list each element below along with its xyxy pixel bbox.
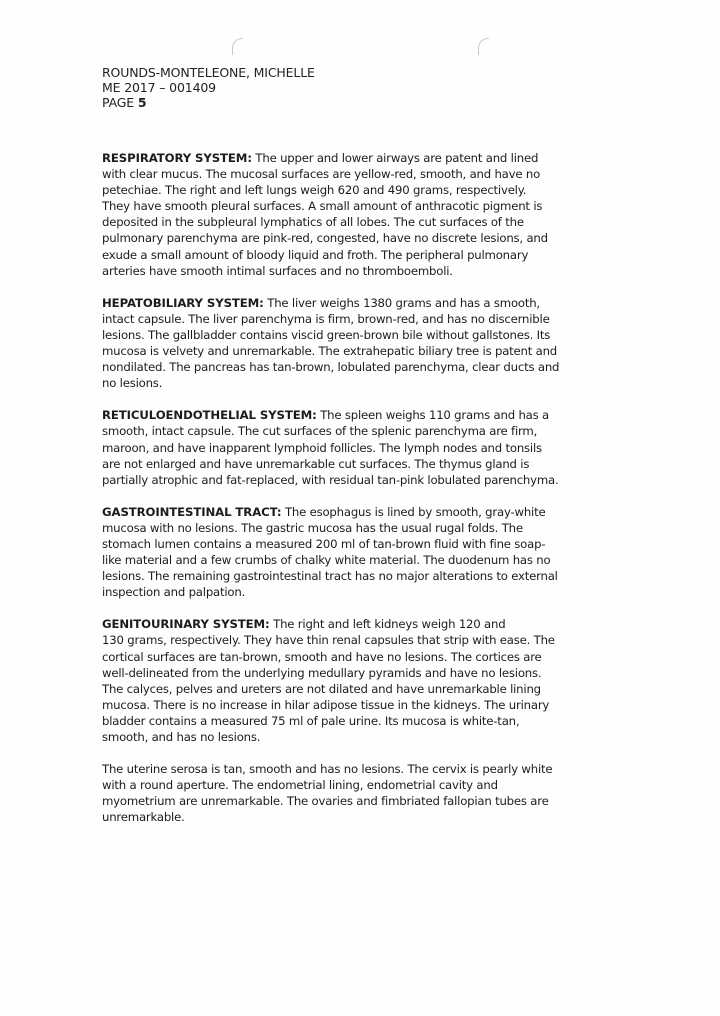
page-number: 5 [137,94,147,110]
report-section [102,504,618,601]
report-body [102,150,618,841]
section-text: The right and left kidneys weigh 120 and [269,617,506,632]
section-line [102,166,618,182]
section-text: like material and a few crumbs of chalky white material. The duodenum has no [102,553,551,568]
section-text: myometrium are unremarkable. The ovaries and fimbriated fallopian tubes are [102,794,549,809]
section-line [102,616,618,632]
section-line [102,407,618,423]
report-section [102,295,618,392]
section-text: 130 grams, respectively. They have thin renal capsules that strip with ease. The [102,633,555,648]
section-line [102,584,618,600]
section-line [102,761,618,777]
section-text: intact capsule. The liver parenchyma is firm, brown-red, and has no discernible [102,311,550,326]
section-line [102,247,618,263]
section-line [102,809,618,825]
section-heading: GENITOURINARY SYSTEM: [102,617,270,632]
section-line [102,456,618,472]
case-number: ME 2017 – 001409 [102,79,216,95]
section-text: The esophagus is lined by smooth, gray-white [281,504,546,519]
section-line [102,681,618,697]
section-text: smooth, intact capsule. The cut surfaces of the splenic parenchyma are firm, [102,424,538,439]
section-text: pulmonary parenchyma are pink-red, congested, have no discrete lesions, and [102,231,548,246]
section-text: smooth, and has no lesions. [102,730,261,744]
section-text: mucosa. There is no increase in hilar adipose tissue in the kidneys. The urinary [102,697,550,712]
report-section [102,407,618,487]
section-line [102,697,618,713]
section-line [102,713,618,729]
section-text: The spleen weighs 110 grams and has a [316,408,549,423]
section-heading: RESPIRATORY SYSTEM: [102,151,252,165]
decedent-name: ROUNDS-MONTELEONE, MICHELLE [102,65,315,80]
section-text: lesions. The gallbladder contains viscid green-brown bile without gallstones. Its [102,327,551,342]
section-line [102,777,618,793]
section-text: are not enlarged and have unremarkable cut surfaces. The thymus gland is [102,456,530,471]
section-line [102,793,618,809]
section-text: no lesions. [102,376,163,391]
section-line [102,552,618,568]
section-line [102,295,618,311]
page-header [102,66,315,110]
section-line [102,440,618,456]
section-line [102,665,618,681]
section-line [102,198,618,214]
section-text: maroon, and have inapparent lymphoid follicles. The lymph nodes and tonsils [102,440,542,455]
section-line [102,504,618,520]
section-line [102,343,618,359]
section-text: nondilated. The pancreas has tan-brown, lobulated parenchyma, clear ducts and [102,360,560,375]
section-line [102,311,618,327]
section-text: with a round aperture. The endometrial lining, endometrial cavity and [102,778,498,793]
section-heading: HEPATOBILIARY SYSTEM: [102,295,264,310]
report-section [102,150,618,279]
section-text: bladder contains a measured 75 ml of pale urine. Its mucosa is white-tan, [102,713,520,728]
section-text: inspection and palpation. [102,585,246,600]
scan-mark [232,38,243,55]
section-text: exude a small amount of bloody liquid and froth. The peripheral pulmonary [102,247,529,262]
section-line [102,375,618,391]
section-text: lesions. The remaining gastrointestinal tract has no major alterations to external [102,569,558,584]
section-text: The calyces, pelves and ureters are not dilated and have unremarkable lining [102,681,541,696]
report-section [102,616,618,745]
section-line [102,263,618,279]
section-text: The uterine serosa is tan, smooth and has no lesions. The cervix is pearly white [102,762,553,777]
section-line [102,230,618,246]
section-line [102,632,618,648]
section-text: The liver weighs 1380 grams and has a smooth, [263,295,540,310]
section-text: stomach lumen contains a measured 200 ml of tan-brown fluid with fine soap- [102,536,546,551]
report-section [102,761,618,825]
section-line [102,214,618,230]
section-text: The upper and lower airways are patent and lined [251,151,539,165]
section-line [102,423,618,439]
section-line [102,150,618,166]
section-heading: GASTROINTESTINAL TRACT: [102,504,282,519]
section-text: well-delineated from the underlying medullary pyramids and have no lesions. [102,665,542,680]
section-line [102,520,618,536]
section-line [102,729,618,745]
section-text: with clear mucus. The mucosal surfaces are yellow-red, smooth, and have no [102,167,541,182]
section-text: mucosa is velvety and unremarkable. The extrahepatic biliary tree is patent and [102,344,558,359]
section-text: mucosa with no lesions. The gastric mucosa has the usual rugal folds. The [102,520,523,535]
section-heading: RETICULOENDOTHELIAL SYSTEM: [102,408,317,423]
section-line [102,649,618,665]
section-line [102,568,618,584]
section-text: partially atrophic and fat-replaced, with residual tan-pink lobulated parenchyma. [102,472,559,487]
section-text: petechiae. The right and left lungs weigh 620 and 490 grams, respectively. [102,183,527,198]
section-line [102,472,618,488]
scan-mark [478,38,489,55]
section-text: cortical surfaces are tan-brown, smooth and have no lesions. The cortices are [102,649,542,664]
page-indicator [102,96,315,111]
section-text: They have smooth pleural surfaces. A small amount of anthracotic pigment is [102,199,543,214]
section-line [102,327,618,343]
page-label: PAGE [102,94,135,110]
section-text: arteries have smooth intimal surfaces and no thromboemboli. [102,263,453,278]
section-line [102,359,618,375]
section-text: unremarkable. [102,810,185,825]
section-line [102,536,618,552]
section-line [102,182,618,198]
section-text: deposited in the subpleural lymphatics of all lobes. The cut surfaces of the [102,215,524,230]
